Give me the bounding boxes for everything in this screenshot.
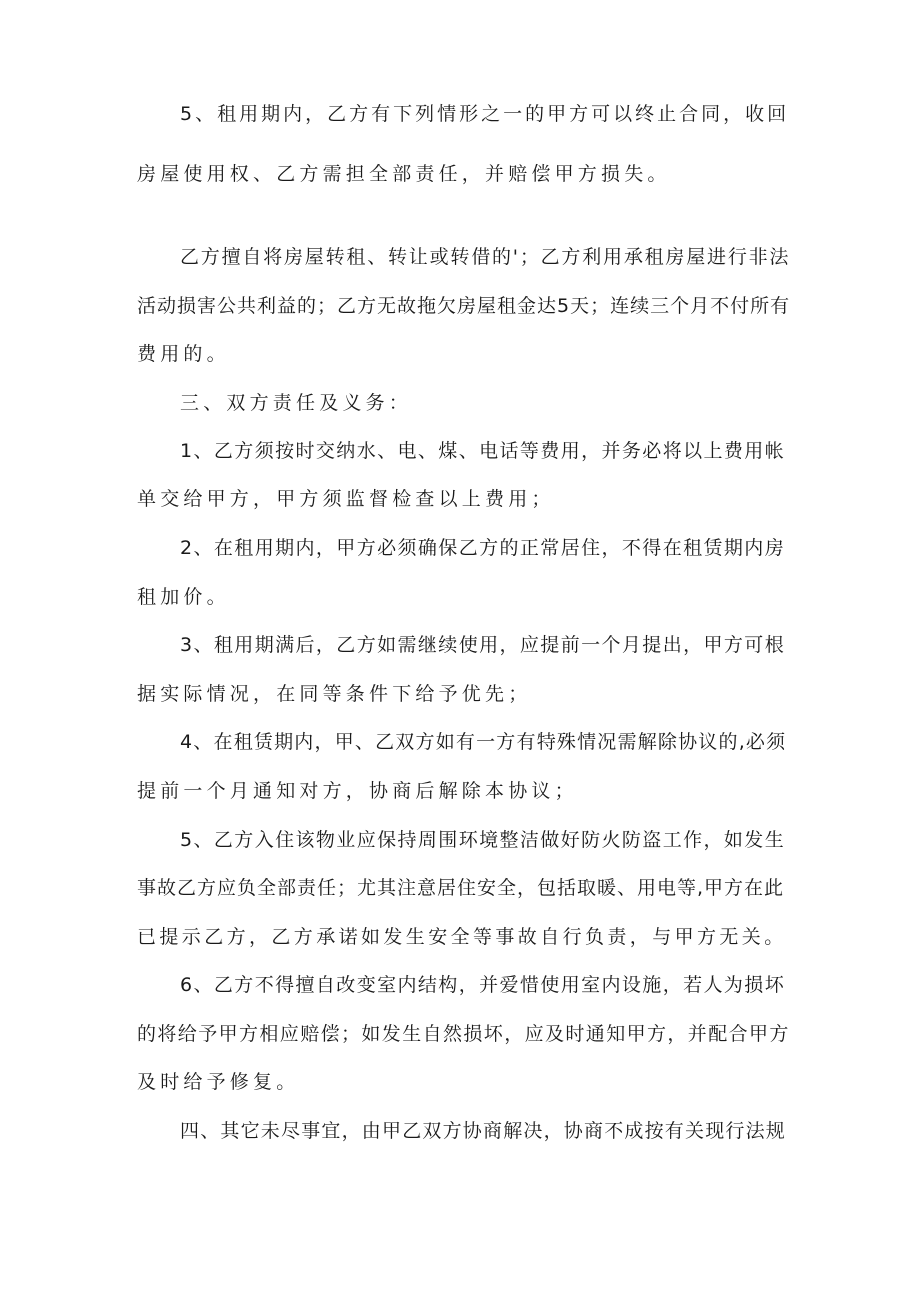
text-line: 事故乙方应负全部责任；尤其注意居住安全，包括取暖、用电等,甲方在此: [137, 877, 785, 899]
text-line: 单交给甲方，甲方须监督检查以上费用；: [137, 488, 555, 510]
text-line: 据实际情况，在同等条件下给予优先；: [137, 683, 532, 705]
text-line: 已提示乙方，乙方承诺如发生安全等事故自行负责，与甲方无关。: [137, 926, 787, 948]
text-line: 活动损害公共利益的；乙方无故拖欠房屋租金达5天；连续三个月不付所有: [137, 295, 791, 317]
text-line: 3、租用期满后，乙方如需继续使用，应提前一个月提出，甲方可根: [180, 634, 786, 656]
section-heading: 四、其它未尽事宜，由甲乙双方协商解决，协商不成按有关现行法规: [180, 1120, 787, 1142]
text-line: 1、乙方须按时交纳水、电、煤、电话等费用，并务必将以上费用帐: [180, 440, 786, 462]
text-line: 4、在租赁期内，甲、乙双方如有一方有特殊情况需解除协议的,必须: [180, 731, 787, 753]
text-line: 6、乙方不得擅自改变室内结构，并爱惜使用室内设施，若人为损坏: [180, 974, 786, 996]
text-line: 房屋使用权、乙方需担全部责任，并赔偿甲方损失。: [137, 163, 671, 185]
text-line: 提前一个月通知对方，协商后解除本协议；: [137, 780, 578, 802]
text-line: 5、乙方入住该物业应保持周围环境整洁做好防火防盗工作，如发生: [180, 829, 786, 851]
text-line: 乙方擅自将房屋转租、转让或转借的'；乙方利用承租房屋进行非法: [180, 246, 791, 268]
text-line: 2、在租用期内，甲方必须确保乙方的正常居住，不得在租赁期内房: [180, 537, 786, 559]
section-heading: 三、双方责任及义务：: [180, 392, 413, 414]
text-line: 的将给予甲方相应赔偿；如发生自然损坏，应及时通知甲方，并配合甲方: [137, 1023, 790, 1045]
text-line: 及时给予修复。: [137, 1071, 300, 1093]
text-line: 租加价。: [137, 586, 230, 608]
text-line: 5、租用期内，乙方有下列情形之一的甲方可以终止合同，收回: [180, 103, 790, 125]
text-line: 费用的。: [137, 343, 230, 365]
